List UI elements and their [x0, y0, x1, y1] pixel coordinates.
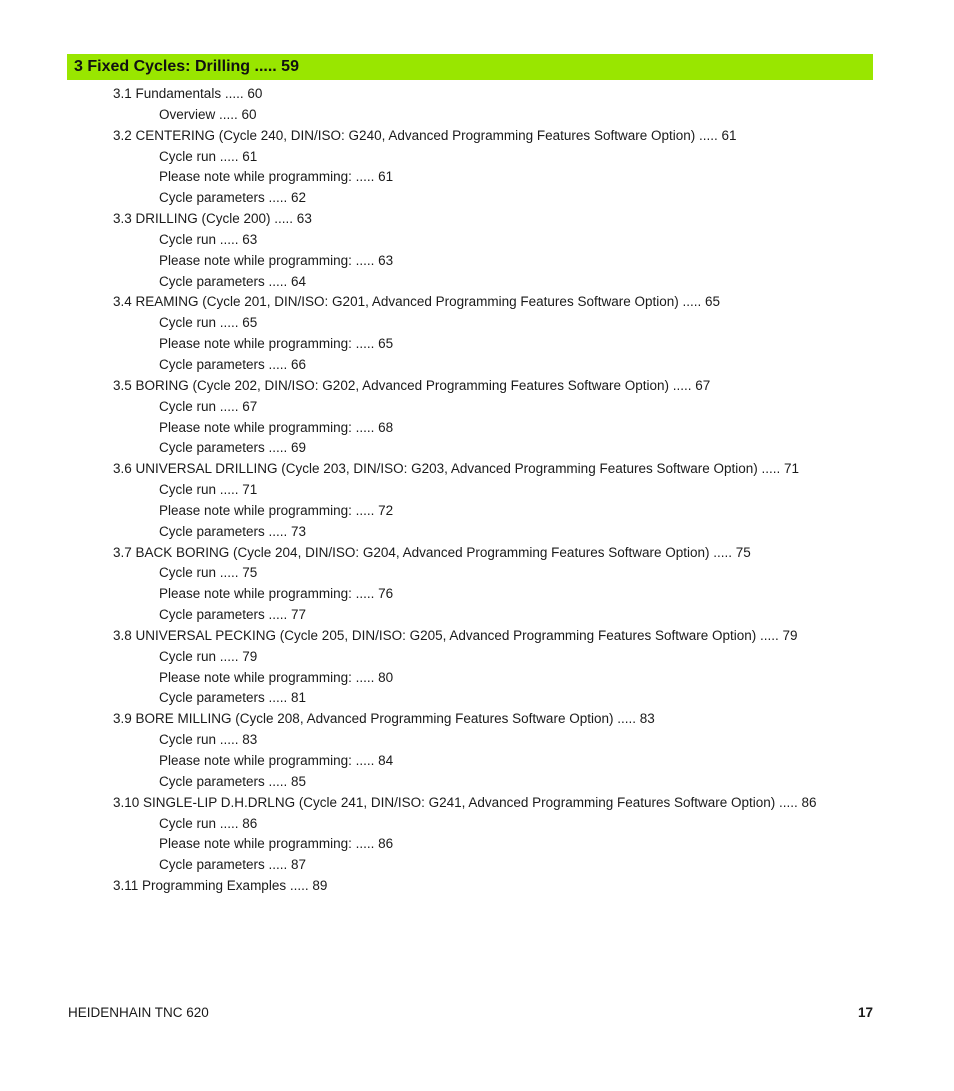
toc-subsection-entry[interactable]: Cycle parameters ..... 73 [159, 523, 307, 539]
toc-subsection-entry[interactable]: Cycle run ..... 61 [159, 148, 258, 164]
toc-subsection-entry[interactable]: Cycle run ..... 65 [159, 315, 258, 331]
toc-subsection-entry[interactable]: Cycle run ..... 83 [159, 732, 258, 748]
toc-section-entry[interactable]: 3.6 UNIVERSAL DRILLING (Cycle 203, DIN/ISO: G203, Advanced Programming Features Software Option) ..... 71 [113, 461, 800, 477]
toc-section-entry[interactable]: 3.3 DRILLING (Cycle 200) ..... 63 [113, 211, 312, 227]
toc-subsection-entry[interactable]: Cycle run ..... 75 [159, 565, 258, 581]
toc-section-entry[interactable]: 3.10 SINGLE-LIP D.H.DRLNG (Cycle 241, DIN/ISO: G241, Advanced Programming Features Software Option) ..... 86 [113, 794, 817, 810]
toc-subsection-entry[interactable]: Cycle run ..... 63 [159, 231, 258, 247]
toc-subsection-entry[interactable]: Please note while programming: ..... 84 [159, 753, 394, 768]
toc-subsection-entry[interactable]: Please note while programming: ..... 63 [159, 252, 394, 268]
toc-subsection-entry[interactable]: Cycle parameters ..... 81 [159, 690, 307, 706]
toc-subsection-entry[interactable]: Please note while programming: ..... 86 [159, 836, 394, 852]
toc-subsection-entry[interactable]: Cycle parameters ..... 87 [159, 857, 307, 873]
toc-subsection-entry[interactable]: Cycle run ..... 71 [159, 482, 258, 498]
toc-subsection-entry[interactable]: Cycle parameters ..... 69 [159, 440, 307, 456]
toc-subsection-entry[interactable]: Cycle run ..... 79 [159, 648, 258, 664]
toc-subsection-entry[interactable]: Please note while programming: ..... 61 [159, 169, 394, 185]
toc-subsection-entry[interactable]: Cycle parameters ..... 66 [159, 356, 307, 372]
toc-subsection-entry[interactable]: Overview ..... 60 [159, 106, 257, 122]
toc-subsection-entry[interactable]: Please note while programming: ..... 72 [159, 502, 394, 518]
toc-subsection-entry[interactable]: Cycle run ..... 67 [159, 398, 258, 414]
toc-section-entry[interactable]: 3.7 BACK BORING (Cycle 204, DIN/ISO: G204, Advanced Programming Features Software Option) ..... 75 [113, 544, 751, 560]
toc-subsection-entry[interactable]: Cycle parameters ..... 85 [159, 773, 307, 789]
toc-subsection-entry[interactable]: Cycle run ..... 86 [159, 815, 258, 831]
toc-subsection-entry[interactable]: Please note while programming: ..... 80 [159, 669, 394, 685]
footer-page-number: 17 [857, 1005, 873, 1020]
toc-section-entry[interactable]: 3.9 BORE MILLING (Cycle 208, Advanced Programming Features Software Option) ..... 83 [113, 711, 655, 727]
toc-subsection-entry[interactable]: Please note while programming: ..... 68 [159, 419, 394, 435]
toc-section-entry[interactable]: 3.11 Programming Examples ..... 89 [113, 878, 328, 894]
toc-subsection-entry[interactable]: Cycle parameters ..... 77 [159, 607, 307, 623]
toc-section-entry[interactable]: 3.4 REAMING (Cycle 201, DIN/ISO: G201, Advanced Programming Features Software Option) ..... 65 [113, 294, 721, 310]
toc-section-entry[interactable]: 3.5 BORING (Cycle 202, DIN/ISO: G202, Advanced Programming Features Software Option) ..... 67 [113, 377, 711, 393]
toc-subsection-entry[interactable]: Please note while programming: ..... 65 [159, 336, 394, 352]
footer-product-name: HEIDENHAIN TNC 620 [68, 1005, 209, 1020]
toc-section-entry[interactable]: 3.1 Fundamentals ..... 60 [113, 86, 263, 101]
toc-section-entry[interactable]: 3.8 UNIVERSAL PECKING (Cycle 205, DIN/ISO: G205, Advanced Programming Features Software Option) ..... 79 [113, 627, 798, 643]
toc-subsection-entry[interactable]: Cycle parameters ..... 64 [159, 273, 307, 289]
table-of-contents [0, 84, 817, 897]
toc-subsection-entry[interactable]: Please note while programming: ..... 76 [159, 586, 394, 602]
toc-subsection-entry[interactable]: Cycle parameters ..... 62 [159, 190, 307, 206]
toc-section-entry[interactable]: 3.2 CENTERING (Cycle 240, DIN/ISO: G240, Advanced Programming Features Software Option) ..... 61 [113, 127, 737, 143]
chapter-heading[interactable]: 3 Fixed Cycles: Drilling ..... 59 [67, 54, 873, 80]
